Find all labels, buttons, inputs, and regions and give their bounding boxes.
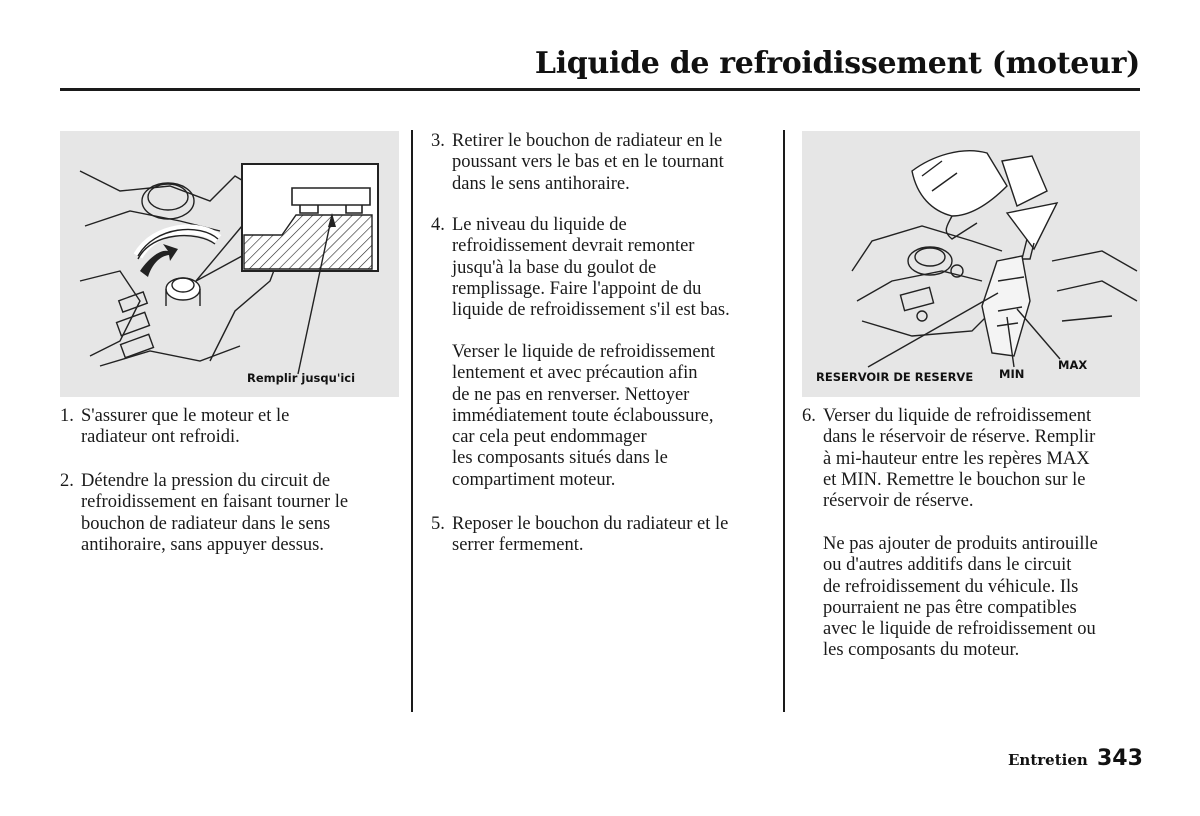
page-number: 343 [1097,746,1143,771]
step-number: 4. [431,215,445,235]
step-text: S'assurer que le moteur et le radiateur ont refroidi. [81,406,290,448]
step-text: Reposer le bouchon du radiateur et le serrer fermement. [452,514,729,556]
column-divider [783,130,785,712]
step-text: Verser le liquide de refroidissement lentement et avec précaution afin de ne pas en renverser. Nettoyer immédiatement toute éclaboussure, car cela peut endommager les composants situés dans le compartiment moteur. [452,342,716,490]
step-text: Verser du liquide de refroidissement dans le réservoir de réserve. Remplir à mi-hauteur entre les repères MAX et MIN. Remettre le bouchon sur le réservoir de réserve. [823,406,1096,512]
max-mark-label: MAX [1058,358,1088,372]
reserve-tank-figure [802,131,1140,397]
step-number: 2. [60,471,74,491]
reserve-tank-label: RESERVOIR DE RESERVE [816,370,974,384]
step-number: 6. [802,406,816,426]
step-6 [802,406,1147,512]
step-number: 1. [60,406,74,426]
step-number: 5. [431,514,445,534]
step-4 [431,215,776,321]
radiator-cap-illustration [60,131,399,397]
step-3 [431,131,776,195]
step-1 [60,406,400,449]
section-name: Entretien [1008,751,1088,769]
page-title: Liquide de refroidissement (moteur) [534,46,1140,81]
step-text: Ne pas ajouter de produits antirouille ou d'autres additifs dans le circuit de refroidissement du véhicule. Ils pourraient ne pas être compatibles avec le liquide de refroidissement ou les composants du moteur. [823,534,1098,661]
fill-level-label: Remplir jusqu'ici [247,371,356,385]
step-text: Retirer le bouchon de radiateur en le poussant vers le bas et en le tournant dans le sens antihoraire. [452,131,724,194]
step-2 [60,471,400,556]
step-6-note [802,534,1147,662]
step-4-caution [431,342,776,491]
step-text: Détendre la pression du circuit de refroidissement en faisant tourner le bouchon de radiateur dans le sens antihoraire, sans appuyer dessus. [81,471,349,555]
min-mark-label: MIN [999,367,1025,381]
step-5 [431,514,776,557]
step-text: Le niveau du liquide de refroidissement devrait remonter jusqu'à la base du goulot de remplissage. Faire l'appoint de du liquide de refroidissement s'il est bas. [452,215,730,321]
column-divider [411,130,413,712]
reserve-tank-illustration [802,131,1140,397]
step-number: 3. [431,131,445,151]
radiator-cap-figure [60,131,399,397]
title-divider [60,88,1140,91]
